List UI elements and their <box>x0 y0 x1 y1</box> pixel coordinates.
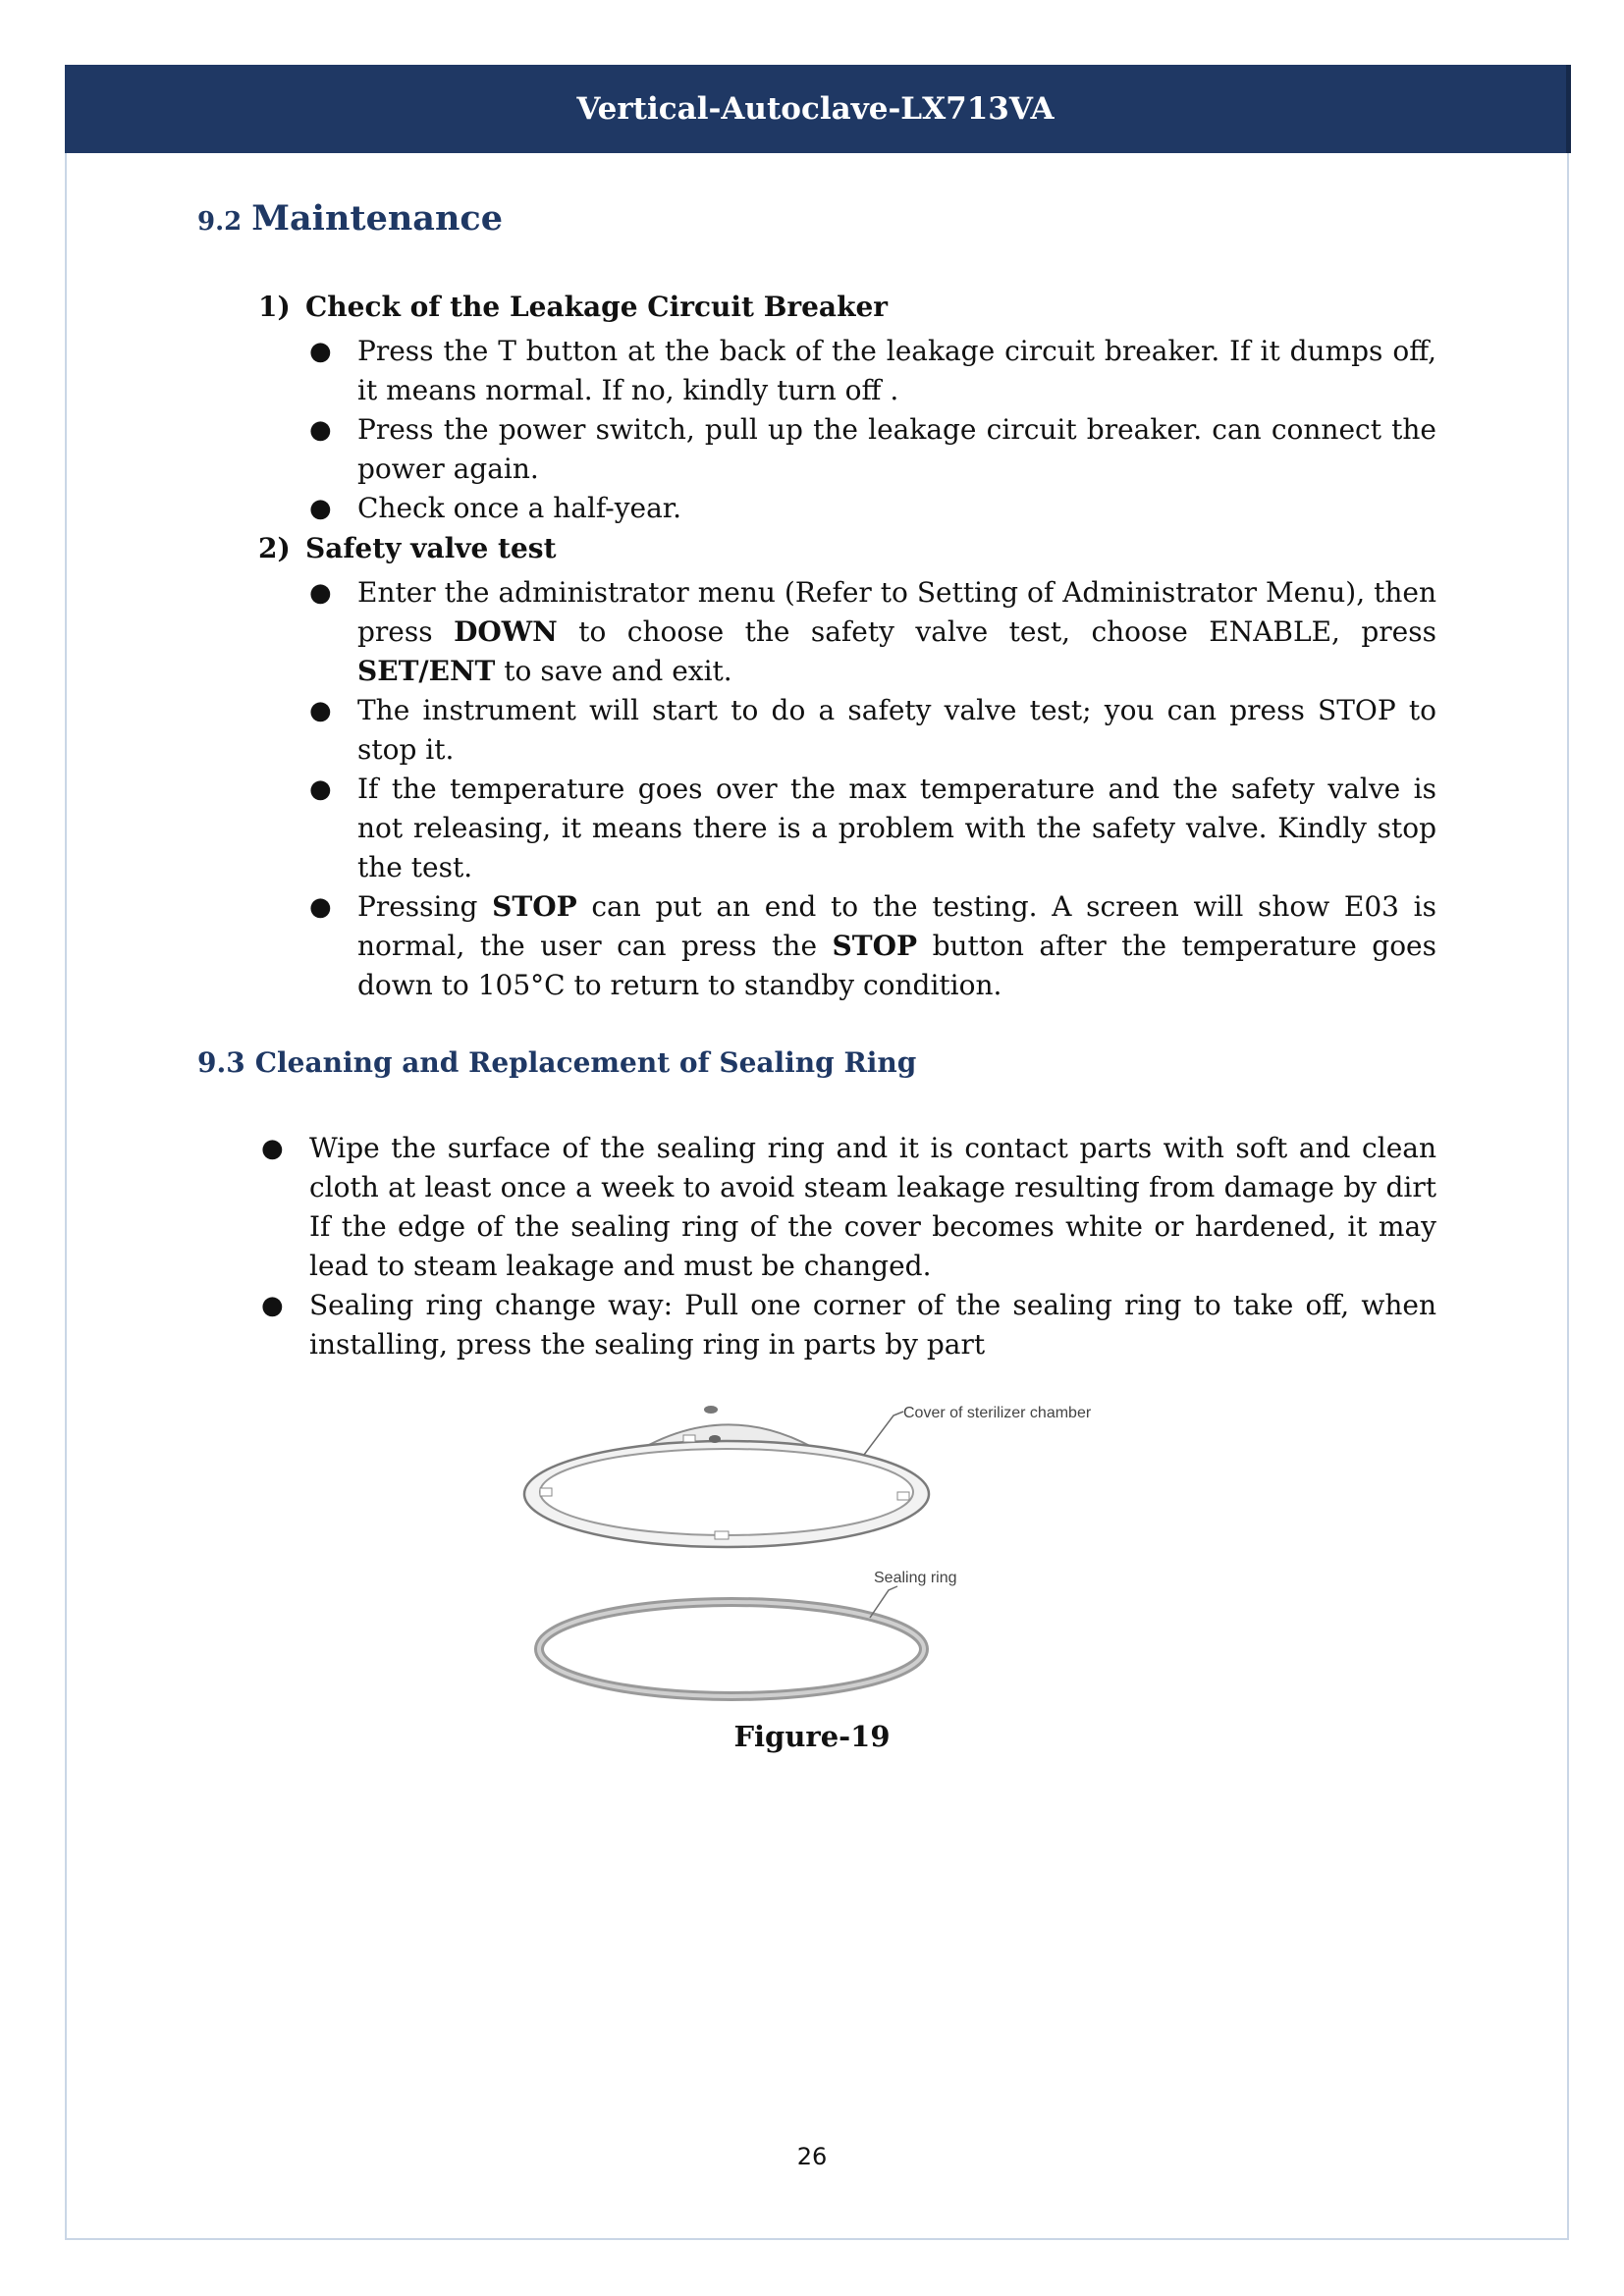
keyword: DOWN <box>454 615 558 648</box>
label-cover: Cover of sterilizer chamber <box>903 1405 1092 1421</box>
cover-knob <box>704 1406 718 1414</box>
section-heading-maintenance <box>197 198 503 239</box>
bullet-dot-icon: ● <box>309 337 332 366</box>
page-header <box>65 65 1571 153</box>
cover-leader-line <box>864 1412 903 1455</box>
list-item: ● Sealing ring change way: Pull one corner of the sealing ring to take off, when installing, press the sealing ring in parts by part <box>309 1286 1436 1364</box>
list-item: ● Enter the administrator menu (Refer to Setting of Administrator Menu), then press DOWN to choose the safety valve test, choose ENABLE, press SET/ENT to save and exit. <box>357 573 1436 691</box>
page-number: 26 <box>796 2143 828 2170</box>
section-number: 9.3 <box>197 1046 245 1079</box>
sealing-ring-illustration <box>491 1394 1159 1708</box>
cover-notch <box>683 1435 695 1442</box>
section-title: Maintenance <box>251 198 503 239</box>
item-heading-safety-valve <box>258 532 557 564</box>
bullet-dot-icon: ● <box>309 696 332 725</box>
list-item: ● If the temperature goes over the max temperature and the safety valve is not releasing, it means there is a problem with the safety valve. Kindly stop the test. <box>357 770 1436 887</box>
item-heading-leakage-breaker <box>258 291 888 323</box>
item-number: 1) <box>258 291 291 323</box>
label-sealing-ring: Sealing ring <box>874 1570 957 1586</box>
figure-caption: Figure-19 <box>733 1720 891 1753</box>
item-number: 2) <box>258 532 291 564</box>
cover-inner-rim <box>540 1449 913 1535</box>
item-title: Check of the Leakage Circuit Breaker <box>305 291 889 323</box>
list-item: ● Press the power switch, pull up the leakage circuit breaker. can connect the power again. <box>357 410 1436 489</box>
cover-notch <box>897 1492 909 1500</box>
bullet-dot-icon: ● <box>309 415 332 445</box>
list-item: ● The instrument will start to do a safety valve test; you can press STOP to stop it. <box>357 691 1436 770</box>
document-title: Vertical-Autoclave-LX713VA <box>576 91 1055 127</box>
section-number: 9.2 <box>197 207 243 237</box>
cover-notch <box>715 1531 729 1539</box>
bullet-dot-icon: ● <box>309 494 332 523</box>
sealing-ring-figure <box>491 1394 1159 1708</box>
bullet-dot-icon: ● <box>261 1291 284 1320</box>
cover-notch <box>540 1488 552 1496</box>
keyword: SET/ENT <box>357 655 496 687</box>
sealing-ring-steps <box>261 1129 1436 1364</box>
item-title: Safety valve test <box>305 532 557 564</box>
list-item: ● Check once a half-year. <box>357 489 1436 528</box>
safety-valve-steps <box>309 573 1436 1005</box>
section-title: Cleaning and Replacement of Sealing Ring <box>254 1046 917 1079</box>
keyword: STOP <box>492 890 577 923</box>
bullet-dot-icon: ● <box>261 1134 284 1163</box>
bullet-dot-icon: ● <box>309 774 332 804</box>
list-item: ● Pressing STOP can put an end to the testing. A screen will show E03 is normal, the user can press the STOP button after the temperature goes down to 105°C to return to standby condition. <box>357 887 1436 1005</box>
list-item: ● Press the T button at the back of the leakage circuit breaker. If it dumps off, it means normal. If no, kindly turn off . <box>357 332 1436 410</box>
cover-bolt <box>709 1435 721 1443</box>
keyword: STOP <box>832 930 918 962</box>
bullet-dot-icon: ● <box>309 892 332 922</box>
sealing-ring-highlight <box>539 1602 924 1696</box>
section-heading-sealing-ring <box>197 1046 916 1079</box>
list-item: ● Wipe the surface of the sealing ring and it is contact parts with soft and clean cloth at least once a week to avoid steam leakage resulting from damage by dirt If the edge of the sealing ring of the cover becomes white or hardened, it may lead to steam leakage and must be changed. <box>309 1129 1436 1286</box>
leakage-breaker-steps <box>309 332 1436 528</box>
bullet-dot-icon: ● <box>309 578 332 608</box>
